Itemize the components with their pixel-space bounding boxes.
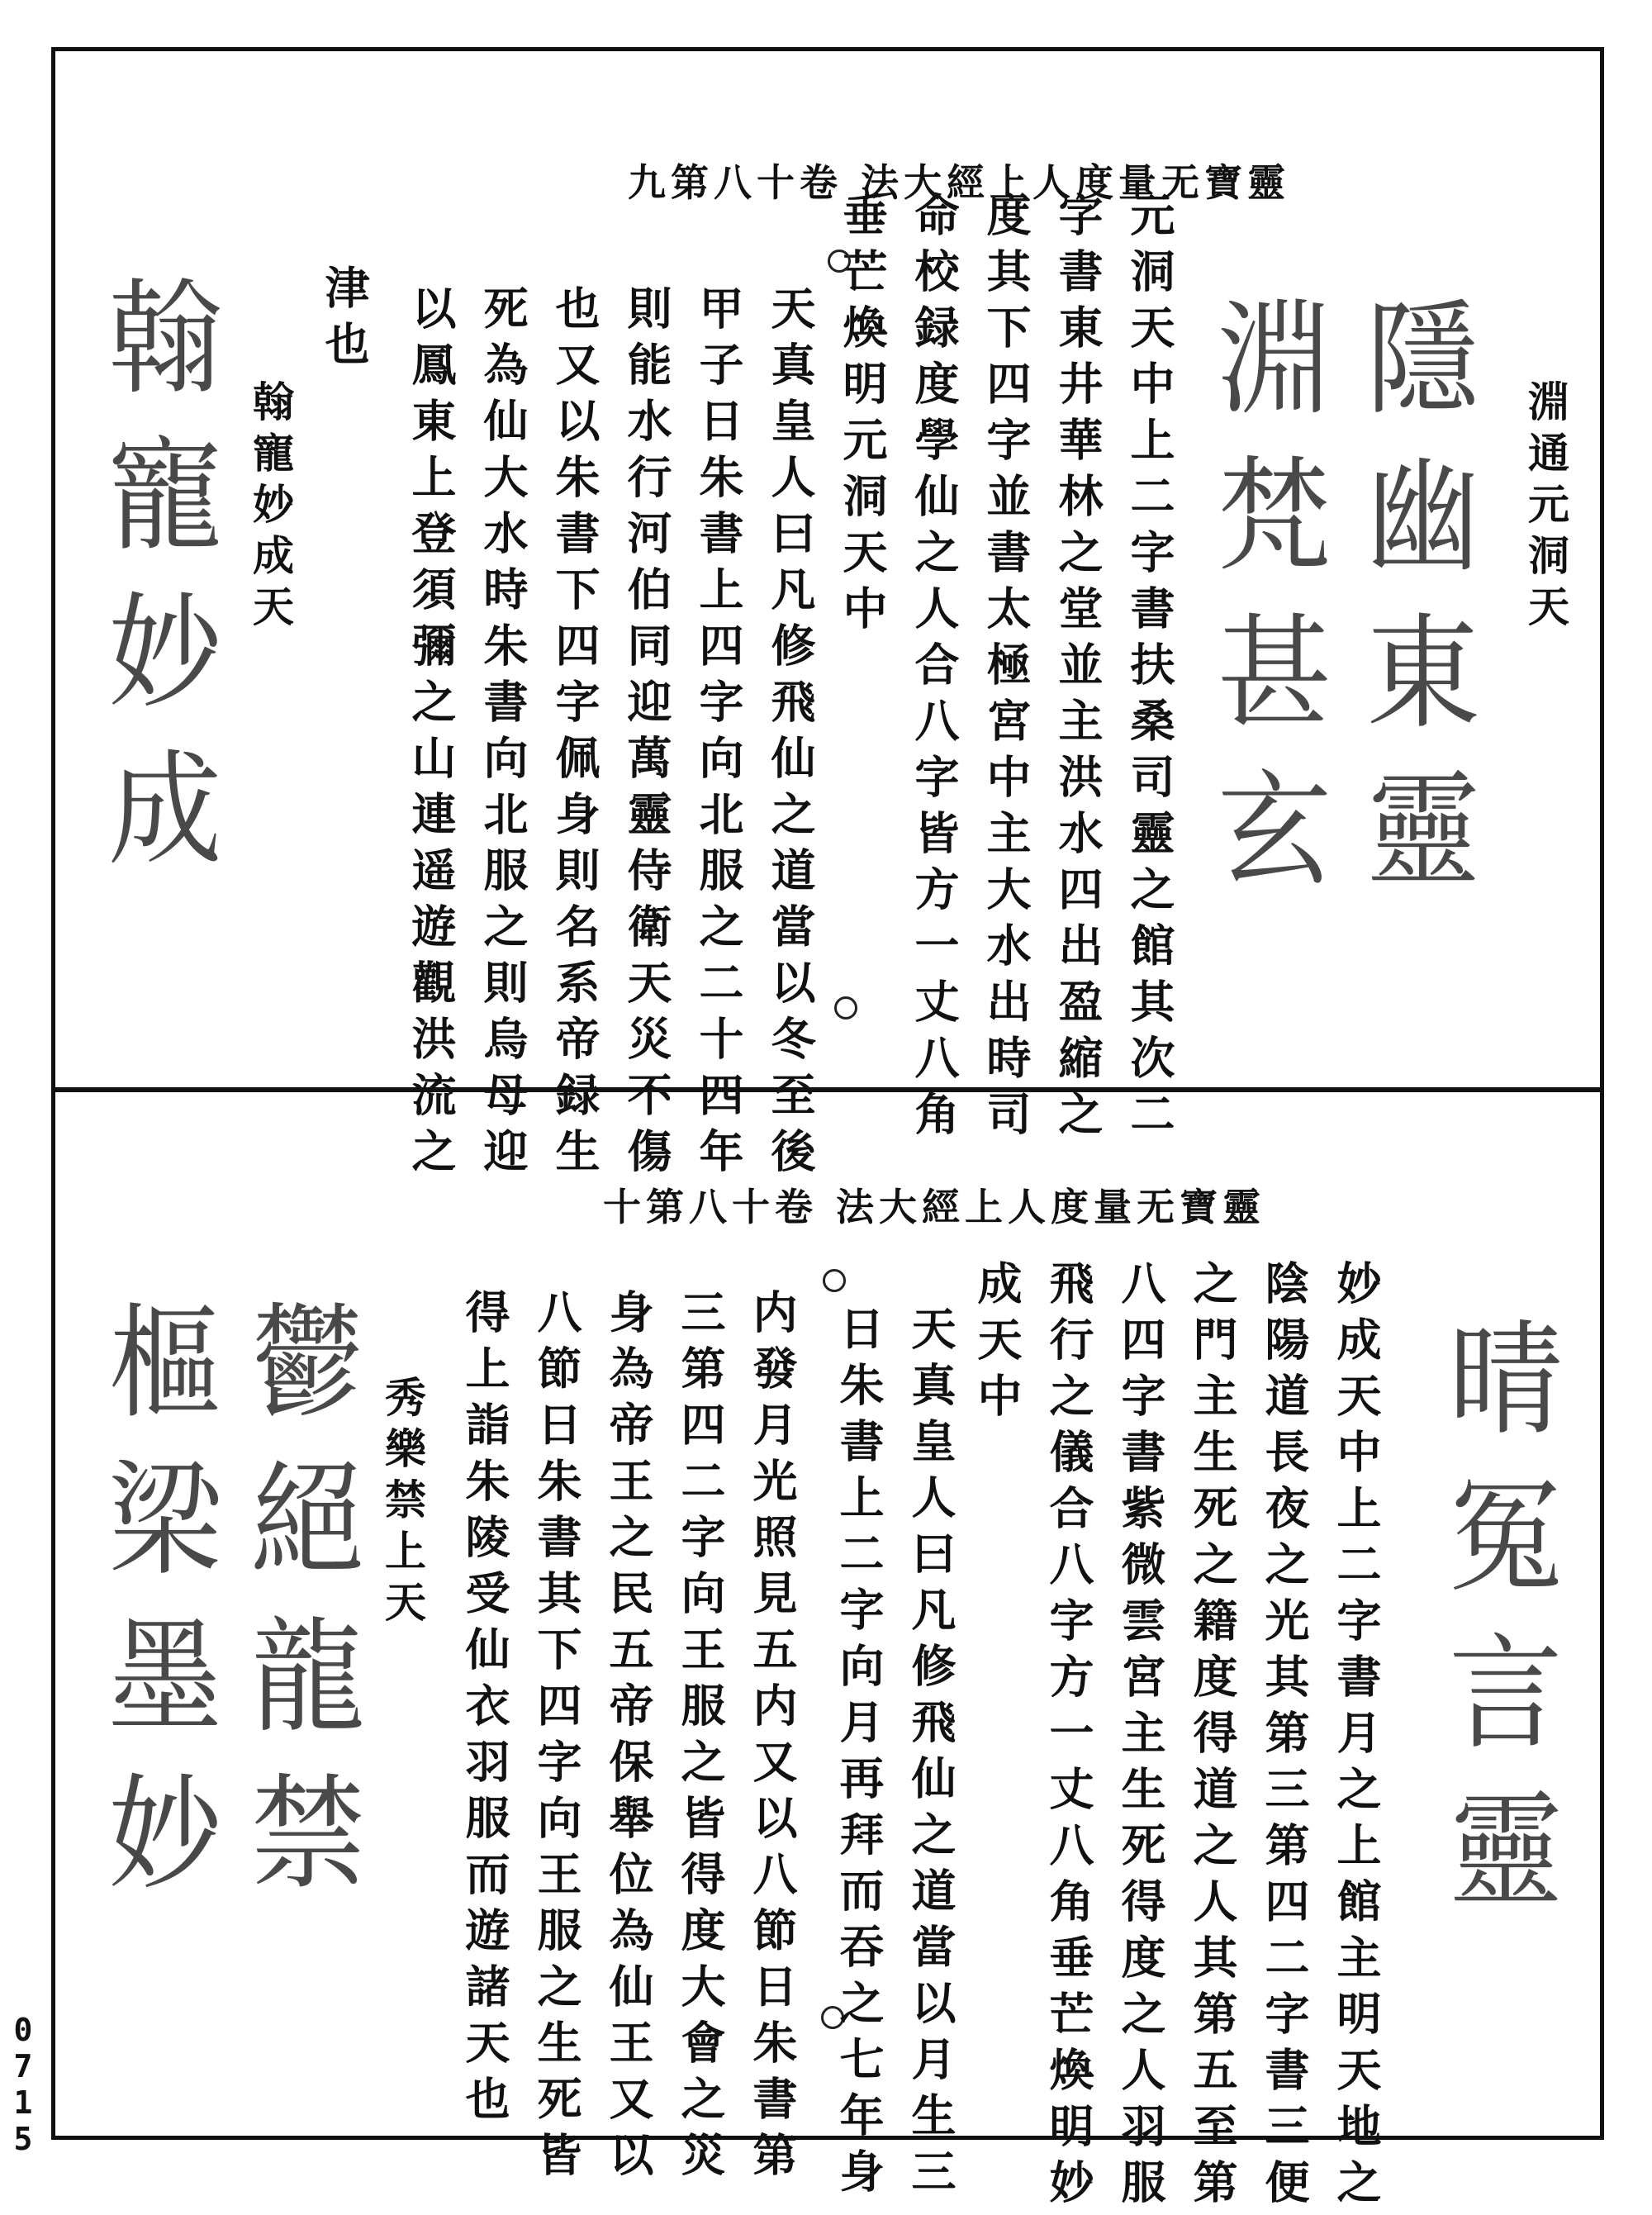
top-seal-column-1: 隱幽東靈 bbox=[1346, 293, 1479, 921]
bottom-header: 靈寶无量度人上經大法 卷十八第十 bbox=[603, 1185, 1266, 1229]
bottom-text-column-9: 内發月光照見五内又以八節日朱書第 bbox=[746, 1289, 799, 2188]
top-text-column-3: 度其下四字並書太極宮中主大水出時司 bbox=[980, 192, 1032, 1147]
top-text-column-6: 天真皇人曰凡修飛仙之道當以冬至後 bbox=[764, 285, 817, 1184]
top-text-column-8: 則能水行河伯同迎萬靈侍衛天災不傷 bbox=[620, 285, 673, 1184]
bottom-text-column-10: 三第四二字向王服之皆得度大會之災 bbox=[674, 1289, 727, 2188]
bottom-text-column-6: 成天中 bbox=[971, 1260, 1023, 1428]
bottom-seal-column-2: 鬱絕龍禁 bbox=[230, 1297, 364, 1925]
page-number: 0715 bbox=[13, 2012, 33, 2157]
top-text-column-2: 字書東井華林之堂並主洪水四出盈縮之 bbox=[1051, 192, 1104, 1147]
bottom-seal-column-1: 晴冤言靈 bbox=[1428, 1314, 1562, 1942]
bottom-text-column-4: 八四字書紫微雲宮主生死得度之人羽服 bbox=[1114, 1260, 1167, 2215]
top-circle-mark-2 bbox=[834, 996, 857, 1020]
bottom-text-column-1: 妙成天中上二字書月之上館主明天地之 bbox=[1330, 1260, 1383, 2215]
top-label-hanchong: 翰寵妙成天 bbox=[246, 380, 295, 636]
top-seal-column-2: 淵梵甚玄 bbox=[1197, 293, 1331, 921]
bottom-label-xiule: 秀樂禁上天 bbox=[378, 1376, 427, 1632]
top-text-column-10: 死為仙大水時朱書向北服之則烏母迎 bbox=[477, 285, 529, 1184]
top-text-column-9: 也又以朱書下四字佩身則名系帝録生 bbox=[548, 285, 601, 1184]
bottom-text-column-8: 日朱書上二字向月再拜而吞之七年身 bbox=[833, 1305, 885, 2204]
bottom-seal-column-3: 樞梁墨妙 bbox=[88, 1297, 221, 1925]
top-text-column-5: 垂芒煥明元洞天中 bbox=[836, 192, 889, 641]
top-text-column-7: 甲子日朱書上四字向北服之二十四年 bbox=[692, 285, 745, 1184]
top-header: 靈寶无量度人上經大法 卷十八第九 bbox=[628, 160, 1291, 205]
bottom-text-column-3: 之門主生死之籍度得道之人其第五至第 bbox=[1186, 1260, 1239, 2215]
top-seal-column-3: 翰寵妙成 bbox=[88, 273, 221, 901]
section-divider bbox=[51, 1087, 1604, 1092]
top-text-column-1: 元洞天中上二字書扶桑司靈之館其次二 bbox=[1123, 192, 1176, 1147]
top-text-column-12: 津也 bbox=[318, 264, 371, 377]
bottom-text-column-7: 天真皇人曰凡修飛仙之道當以月生三 bbox=[904, 1305, 957, 2204]
bottom-text-column-11: 身為帝王之民五帝保舉位為仙王又以 bbox=[602, 1289, 655, 2188]
bottom-text-column-2: 陰陽道長夜之光其第三第四二字書三便 bbox=[1258, 1260, 1311, 2215]
top-label-yuandong: 淵通元洞天 bbox=[1521, 380, 1570, 636]
top-text-column-11: 以鳳東上登須彌之山連遥遊觀洪流之 bbox=[405, 285, 458, 1184]
bottom-circle-mark-1 bbox=[823, 1269, 846, 1292]
top-circle-mark-1 bbox=[828, 250, 851, 273]
bottom-text-column-5: 飛行之儀合八字方一丈八角垂芒煥明妙 bbox=[1042, 1260, 1095, 2215]
bottom-text-column-12: 八節日朱書其下四字向王服之生死皆 bbox=[530, 1289, 583, 2188]
top-text-column-4: 命校録度學仙之人合八字皆方一丈八角 bbox=[908, 192, 961, 1147]
bottom-text-column-13: 得上詣朱陵受仙衣羽服而遊諸天也 bbox=[458, 1289, 511, 2132]
